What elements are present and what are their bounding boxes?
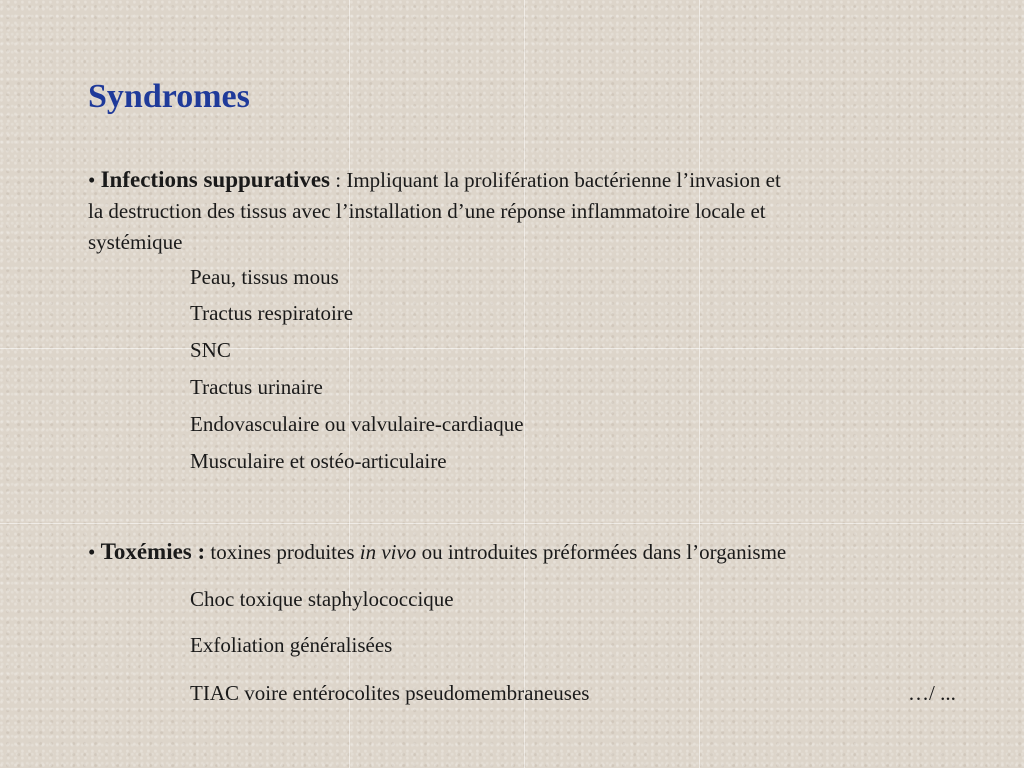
- list-item: Peau, tissus mous: [190, 265, 339, 289]
- bullet: •: [88, 168, 96, 192]
- list-item: Exfoliation généralisées: [190, 633, 393, 657]
- slide-title: Syndromes: [88, 78, 250, 115]
- list-item: Endovasculaire ou valvulaire-cardiaque: [190, 412, 524, 436]
- section-heading: Infections suppuratives: [100, 167, 331, 192]
- section-toxemia-paragraph: [88, 536, 968, 568]
- list-item: Tractus urinaire: [190, 375, 323, 399]
- section-text: ou introduites préformées dans l’organisme: [416, 540, 787, 564]
- section-text-italic: in vivo: [359, 540, 417, 564]
- list-item: SNC: [190, 338, 231, 362]
- section-text: la destruction des tissus avec l’installation d’une réponse inflammatoire locale et: [88, 199, 766, 223]
- list-item: Tractus respiratoire: [190, 301, 354, 325]
- section-text: toxines produites: [205, 540, 360, 564]
- bullet: •: [88, 540, 96, 564]
- list-item: Musculaire et ostéo-articulaire: [190, 449, 447, 473]
- list-item: Choc toxique staphylococcique: [190, 587, 454, 611]
- section-suppurative-infections-paragraph: [88, 164, 968, 258]
- section-heading: Toxémies :: [100, 539, 206, 564]
- heading-separator: :: [330, 168, 342, 192]
- list-item: TIAC voire entérocolites pseudomembraneuses: [190, 681, 590, 705]
- continuation-marker: …/ ...: [908, 681, 956, 705]
- section-text: Impliquant la prolifération bactérienne l’invasion et: [341, 168, 781, 192]
- section-text: systémique: [88, 230, 183, 254]
